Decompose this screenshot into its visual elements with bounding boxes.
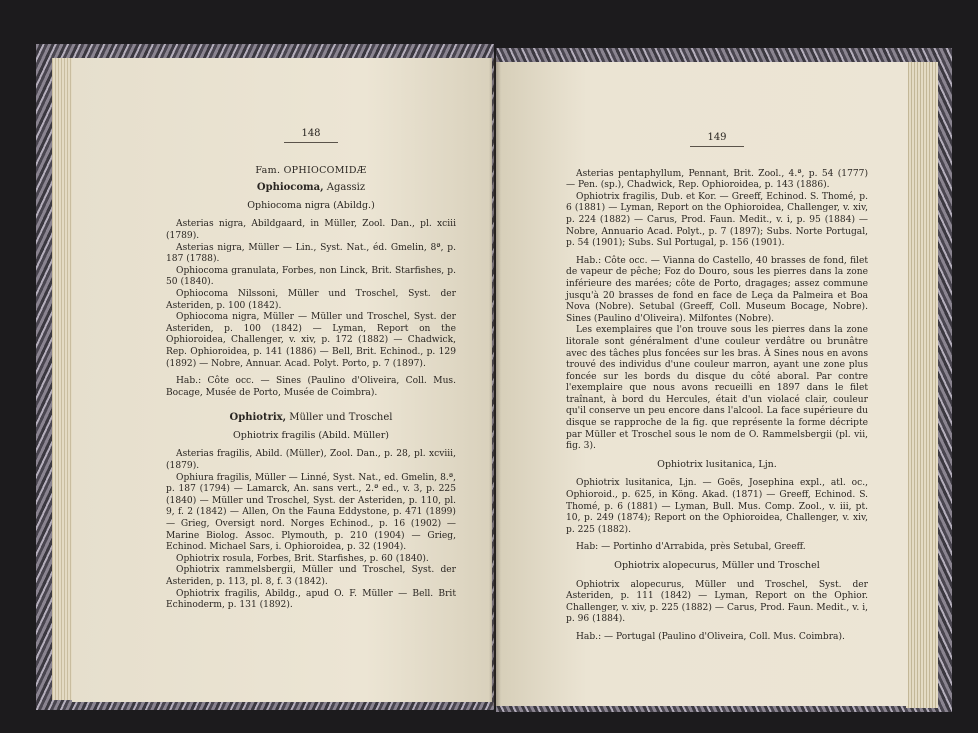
page-edges-left — [52, 58, 72, 700]
page-number-rule — [690, 146, 744, 147]
synonymy-entry: Asterias fragilis, Abild. (Müller), Zool. Dan., p. 28, pl. xcviii, (1879). — [166, 449, 456, 472]
synonymy-entry: Asterias pentaphyllum, Pennant, Brit. Zool., 4.ª, p. 54 (1777) — Pen. (sp.), Chadwick, Rep. Ophioroidea, p. 143 (1886). — [566, 168, 868, 191]
synonymy-entry: Ophiotrix rammelsbergii, Müller und Troschel, Syst. der Asteriden, p. 113, pl. 8, f. 3 (1842). — [166, 565, 456, 587]
left-page — [72, 58, 492, 702]
species-heading: Ophiocoma nigra (Abildg.) — [247, 199, 375, 211]
synonymy-entry: Ophiotrix fragilis, Abildg., apud O. F. Müller — Bell. Brit Echinoderm, p. 131 (1892). — [166, 588, 456, 611]
page-number: 148 — [301, 128, 321, 139]
genus-heading — [166, 412, 456, 424]
right-page — [496, 62, 908, 706]
synonymy-entry: Ophiotrix lusitanica, Ljn. — Goës, Josephina expl., atl. oc., Ophioroid., p. 625, in Köng. Akad. (1871) — Greeff, Echinod. S. Thomé, p. 6 (1881) — Lyman, Bull. Mus. Comp. Zool., v. iii, pt. 10, p. 249 (1874); Report on the Ophioroidea, Challenger, v. xiv, p. 225 (1882). — [566, 478, 868, 535]
synonymy-entry: Ophiotrix alopecurus, Müller und Troschel, Syst. der Asteriden, p. 111 (1842) — Lyman, Report on the Ophior. Challenger, v. xiv, p. 225 (1882) — Carus, Prod. Faun. Medit., v. i, p. 96 (1884). — [566, 579, 868, 625]
genus-heading — [166, 182, 456, 194]
synonymy-entry: Asterias nigra, Müller — Lin., Syst. Nat., éd. Gmelin, 8ª, p. 187 (1788). — [166, 242, 456, 265]
genus-name: Ophiotrix, — [229, 412, 287, 424]
book-gutter — [489, 58, 501, 706]
genus-author: Agassiz — [326, 182, 366, 194]
habitat-paragraph: Hab.: Côte occ. — Sines (Paulino d'Oliveira, Coll. Mus. Bocage, Musée de Porto, Musée de Coimbra). — [166, 376, 456, 398]
family-heading: Fam. OPHIOCOMIDÆ — [255, 164, 367, 176]
habitat-paragraph: Hab: — Portinho d'Arrabida, près Setubal, Greeff. — [576, 542, 806, 553]
species-heading: Ophiotrix fragilis (Abild. Müller) — [233, 429, 389, 441]
synonymy-entry: Ophiocoma Nilssoni, Müller und Troschel, Syst. der Asteriden, p. 100 (1842). — [166, 288, 456, 311]
synonymy-entry: Ophiocoma granulata, Forbes, non Linck, Brit. Starfishes, p. 50 (1840). — [166, 265, 456, 288]
habitat-paragraph: Hab.: — Portugal (Paulino d'Oliveira, Coll. Mus. Coimbra). — [576, 631, 845, 642]
synonymy-entry: Ophiocoma nigra, Müller — Müller und Troschel, Syst. der Asteriden, p. 100 (1842) — Lyman, Report on the Ophioroidea, Challenger, v. xiv, p. 172 (1882) — Chadwick, Rep. Ophioroidea, p. 141 (1886) — Bell, Brit. Echinod., p. 129 (1892) — Nobre, Annuar. Acad. Polyt. Porto, p. 7 (1897). — [166, 312, 456, 369]
synonymy-entry: Asterias nigra, Abildgaard, in Müller, Zool. Dan., pl. xciii (1789). — [166, 219, 456, 241]
genus-name: Ophiocoma, — [256, 182, 324, 194]
synonymy-entry: Ophiura fragilis, Müller — Linné, Syst. Nat., ed. Gmelin, 8.ª, p. 187 (1794) — Lamarck, An. sans vert., 2.ª ed., v. 3, p. 225 (1840) — Müller und Troschel, Syst. der Asteriden, p. 110, pl. 9, f. 2 (1842) — Allen, On the Fauna Eddystone, p. 471 (1899) — Grieg, Oversigt nord. Norges Echinod., p. 16 (1902) — Marine Biolog. Assoc. Plymouth, p. 210 (1904) — Grieg, Echinod. Michael Sars, i. Ophioroidea, p. 32 (1904). — [166, 472, 456, 553]
synonymy-entry: Ophiotrix rosula, Forbes, Brit. Starfishes, p. 60 (1840). — [176, 553, 429, 564]
species-heading: Ophiotrix alopecurus, Müller und Troschel — [614, 560, 820, 571]
habitat-paragraph: Hab.: Côte occ. — Vianna do Castello, 40 brasses de fond, filet de vapeur de pêche; Foz do Douro, sous les pierres dans la zone inférieure des marées; côte de Porto, dragages; assez commune jusqu'à 20 brasses de fond en face de Leça da Palmeira et Boa Nova (Nobre). Setubal (Greeff, Coll. Museum Bocage, Nobre). Sines (Paulino d'Oliveira). Milfontes (Nobre). — [566, 255, 868, 324]
page-number: 149 — [707, 132, 727, 143]
page-edges-right — [906, 62, 938, 708]
genus-author: Müller und Troschel — [289, 412, 393, 424]
description-paragraph: Les exemplaires que l'on trouve sous les pierres dans la zone litorale sont généralment d'une couleur verdâtre ou brunâtre avec des tâches plus foncées sur les bras. À Sines nous en avons trouvé des individus d'une couleur marron, ayant une zone plus foncée sur les bords du disque du côté aboral. Par contre l'exemplaire que nous avons recueilli en 1897 dans le filet traînant, à bord du Hercules, était d'un violacé clair, couleur qu'il conserve un peu encore dans l'alcool. La face supérieure du disque se rapproche de la fig. que représente la forme décripte par Müller et Troschel sous le nom de O. Rammelsbergii (pl. vii, fig. 3). — [566, 325, 868, 452]
synonymy-entry: Ophiotrix fragilis, Dub. et Kor. — Greeff, Echinod. S. Thomé, p. 6 (1881) — Lyman, Report on the Ophioroidea, Challenger, v. xiv, p. 224 (1882) — Carus, Prod. Faun. Medit., v. i, p. 95 (1884) — Nobre, Annuario Acad. Polyt., p. 7 (1897); Subs. Norte Portugal, p. 54 (1901); Subs. Sul Portugal, p. 156 (1901). — [566, 191, 868, 249]
page-number-rule — [284, 142, 338, 143]
species-heading: Ophiotrix lusitanica, Ljn. — [657, 458, 777, 470]
